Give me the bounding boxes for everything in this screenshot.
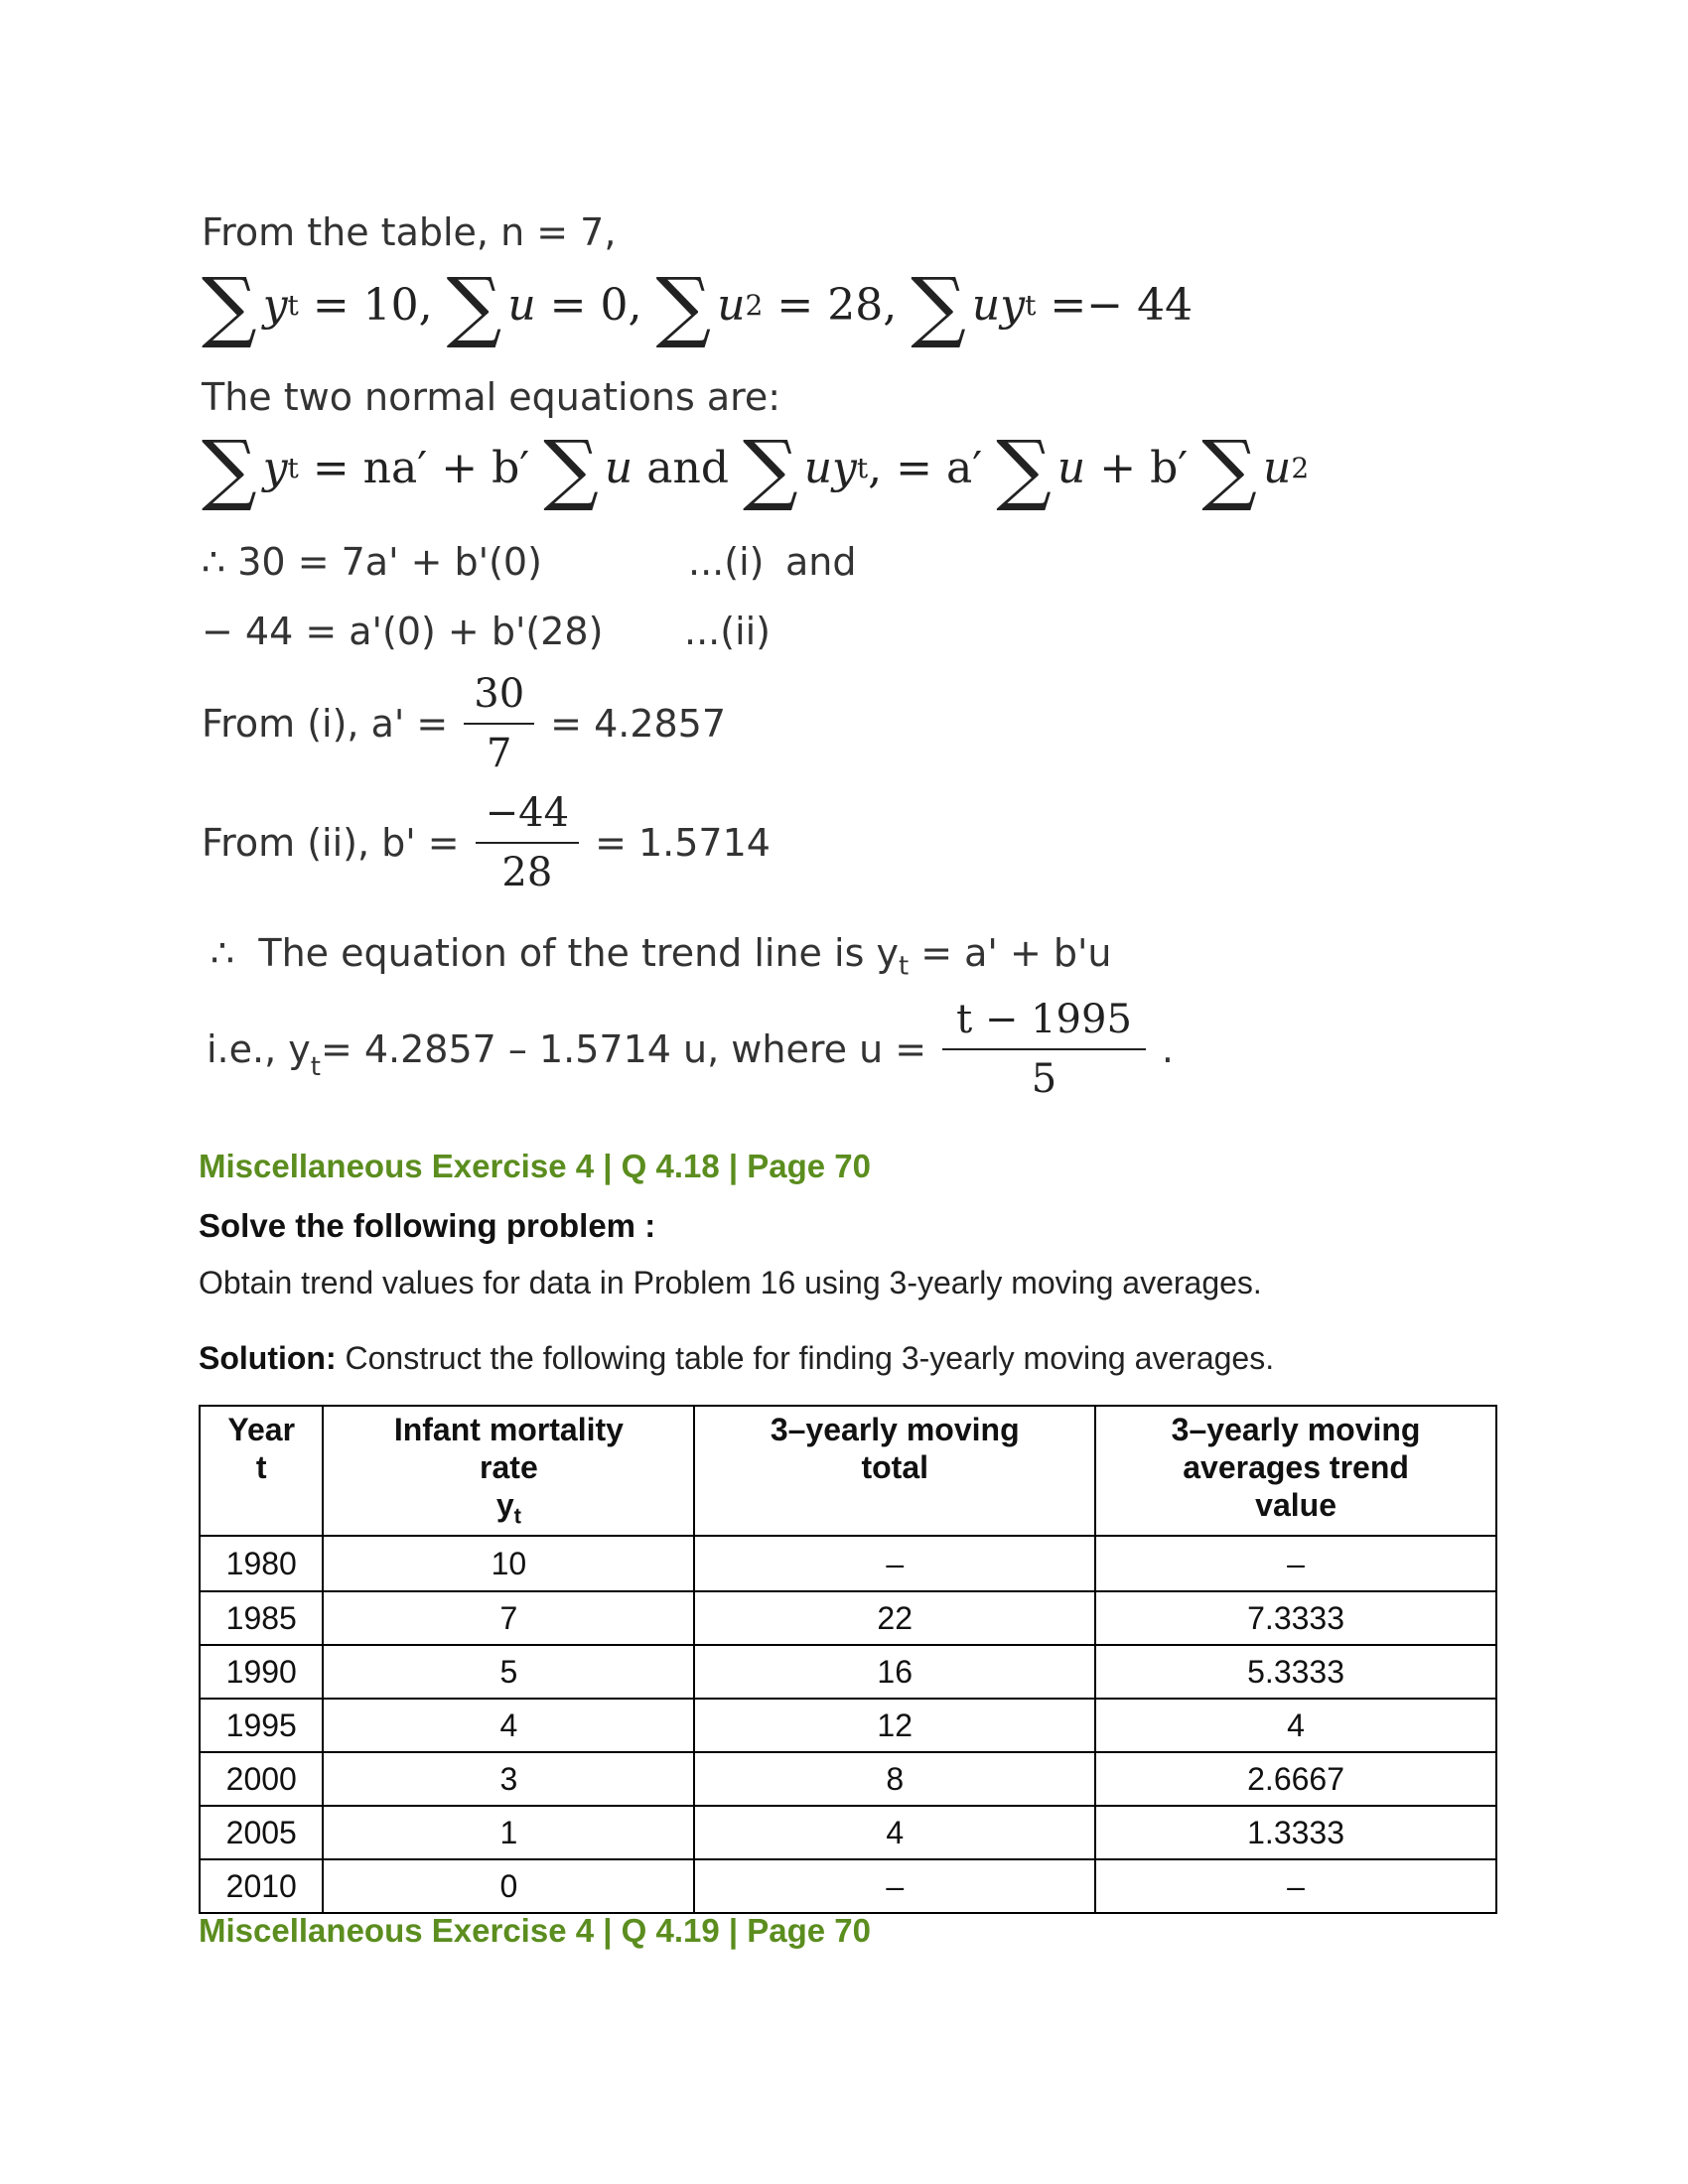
header-infant-mortality: Infant mortality rate $y_t$: [323, 1406, 694, 1536]
intro-text: From the table, n = 7,: [202, 210, 617, 254]
sum-uyt: =− 44: [1050, 279, 1194, 331]
sum-u: = 0,: [549, 279, 642, 331]
equation-ii: − 44 = a'(0) + b'(28) ...(ii): [202, 610, 772, 653]
normal-equations: ∑ y t = na′ + b′ ∑ u and ∑ uy t , = a′ ∑ u + b′ ∑ u 2: [202, 425, 1310, 514]
sums-equation: ∑ y t = 10, ∑ u = 0, ∑ u 2 = 28, ∑ uy t =− 44: [202, 262, 1194, 351]
question-text: Obtain trend values for data in Problem 16 using 3-yearly moving averages.: [199, 1265, 1262, 1300]
header-year: Year t: [200, 1406, 323, 1536]
header-trend-value: 3–yearly moving averages trend value: [1095, 1406, 1496, 1536]
eq2-rhs-b: + b′: [1099, 442, 1189, 493]
table-row: 1980 10 – –: [200, 1536, 1496, 1591]
table-row: 1995 4 12 4: [200, 1699, 1496, 1752]
table-row: 2000 3 8 2.6667: [200, 1752, 1496, 1806]
moving-averages-table: [199, 1405, 1497, 1914]
header-moving-total: 3–yearly moving total: [694, 1406, 1095, 1536]
from-i-line: From (i), a' = $\frac{30}{7}$ = 4.2857: [202, 671, 727, 776]
eq2-rhs-a: , = a′: [868, 442, 983, 493]
from-ii-line: From (ii), b' = $\frac{-44}{28}$ = 1.5714: [202, 790, 771, 895]
table-header-row: [200, 1406, 1496, 1536]
table-row: 2010 0 – –: [200, 1859, 1496, 1913]
sum-yt: = 10,: [312, 279, 433, 331]
sum-u2: = 28,: [776, 279, 898, 331]
table-row: 1985 7 22 7.3333: [200, 1591, 1496, 1645]
exercise-heading-q418: Miscellaneous Exercise 4 | Q 4.18 | Page 70: [199, 1148, 872, 1184]
trend-line-text: ∴ The equation of the trend line is $y_t = a' + b'u$: [211, 931, 1112, 982]
fraction-a: $\frac{30}{7}$: [464, 671, 534, 776]
solution-text: Solution: Construct the following table for finding 3-yearly moving averages.: [199, 1340, 1275, 1376]
table-row: 1990 5 16 5.3333: [200, 1645, 1496, 1699]
ie-line: i.e., y $_t$ = 4.2857 – 1.5714 u, where u = $\frac{t - 1995}{5}$ .: [207, 997, 1174, 1102]
fraction-b: $\frac{-44}{28}$: [476, 790, 579, 895]
and-word: and: [646, 442, 730, 493]
solve-label: Solve the following problem :: [199, 1207, 656, 1244]
eq1-rhs: = na′ + b′: [312, 442, 530, 493]
fraction-u: $\frac{t - 1995}{5}$: [942, 997, 1146, 1102]
equation-i: ∴ 30 = 7a' + b'(0) ...(i) and: [202, 540, 857, 584]
normal-eq-label: The two normal equations are:: [202, 375, 781, 419]
exercise-heading-q419: Miscellaneous Exercise 4 | Q 4.19 | Page 70: [199, 1912, 872, 1949]
table-row: 2005 1 4 1.3333: [200, 1806, 1496, 1859]
